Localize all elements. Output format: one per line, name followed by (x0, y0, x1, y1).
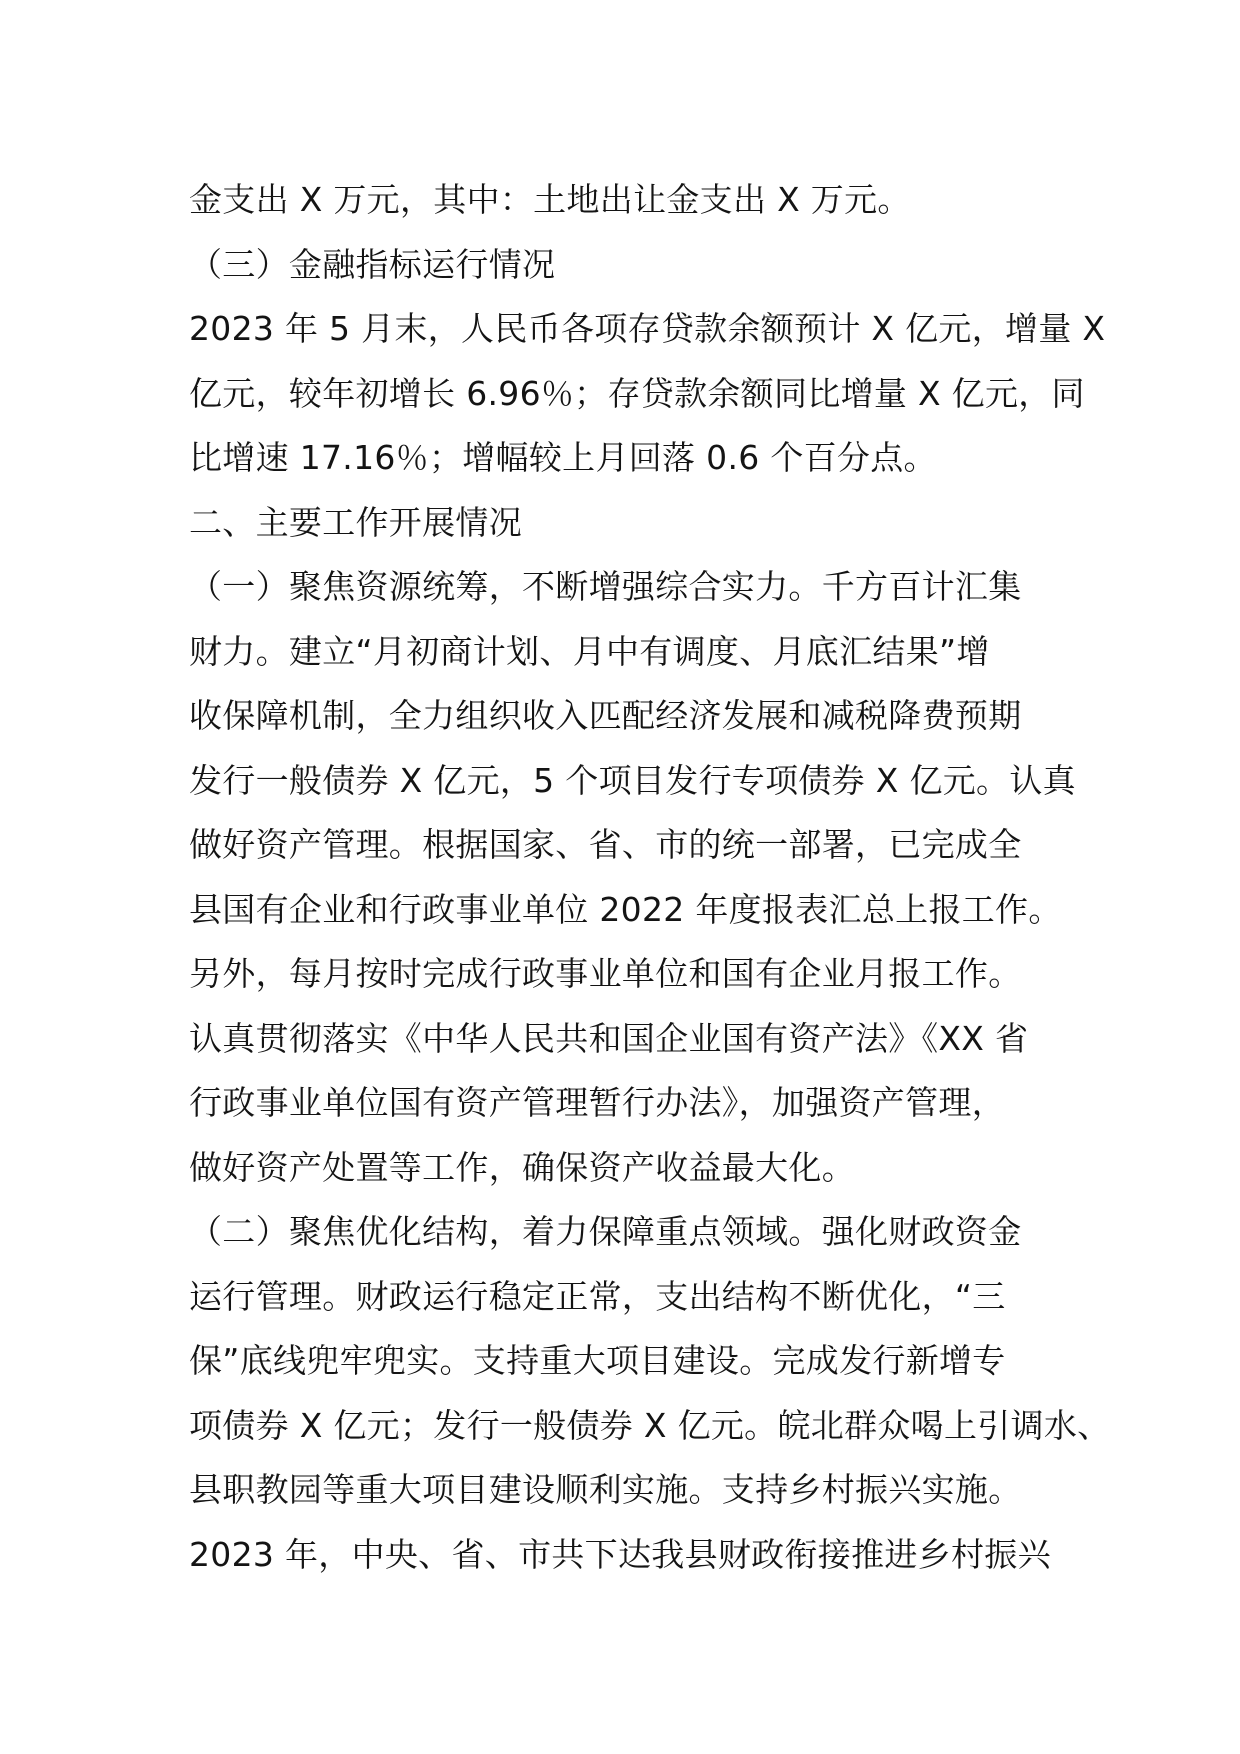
section-heading: （三）金融指标运行情况 (189, 244, 556, 284)
text-line: 财力。建立“月初商计划、月中有调度、月底汇结果”增 (189, 631, 990, 671)
text-line: 运行管理。财政运行稳定正常，支出结构不断优化，“三 (189, 1276, 1006, 1316)
text-line: 县国有企业和行政事业单位 2022 年度报表汇总上报工作。 (189, 889, 1062, 929)
text-line: 2023 年 5 月末，人民币各项存贷款余额预计 X 亿元，增量 X (189, 309, 1106, 348)
text-line: 认真贯彻落实《中华人民共和国企业国有资产法》《XX 省 (189, 1018, 1029, 1058)
text-line: 另外，每月按时完成行政事业单位和国有企业月报工作。 (189, 954, 1022, 993)
text-line: 县职教园等重大项目建设顺利实施。支持乡村振兴实施。 (189, 1470, 1022, 1509)
text-line: 做好资产处置等工作，确保资产收益最大化。 (189, 1147, 855, 1187)
document-body (189, 168, 1111, 1587)
text-line: 2023 年，中央、省、市共下达我县财政衔接推进乡村振兴 (189, 1534, 1051, 1574)
text-line: （二）聚焦优化结构，着力保障重点领域。强化财政资金 (189, 1212, 1022, 1251)
section-heading: 二、主要工作开展情况 (189, 502, 522, 542)
text-line: 保”底线兜牢兜实。支持重大项目建设。完成发行新增专 (189, 1341, 1006, 1380)
text-line: （一）聚焦资源统筹，不断增强综合实力。千方百计汇集 (189, 567, 1022, 606)
text-line: 做好资产管理。根据国家、省、市的统一部署，已完成全 (189, 825, 1022, 864)
text-line: 发行一般债券 X 亿元，5 个项目发行专项债券 X 亿元。认真 (189, 760, 1076, 800)
text-line: 亿元，较年初增长 6.96％；存贷款余额同比增量 X 亿元，同 (189, 373, 1085, 413)
text-line: 比增速 17.16％；增幅较上月回落 0.6 个百分点。 (189, 438, 937, 477)
text-line: 收保障机制，全力组织收入匹配经济发展和减税降费预期 (189, 696, 1022, 735)
text-line: 金支出 X 万元，其中：土地出让金支出 X 万元。 (189, 180, 911, 219)
text-line: 行政事业单位国有资产管理暂行办法》，加强资产管理， (189, 1083, 1005, 1122)
text-line: 项债券 X 亿元；发行一般债券 X 亿元。皖北群众喝上引调水、 (189, 1405, 1111, 1445)
